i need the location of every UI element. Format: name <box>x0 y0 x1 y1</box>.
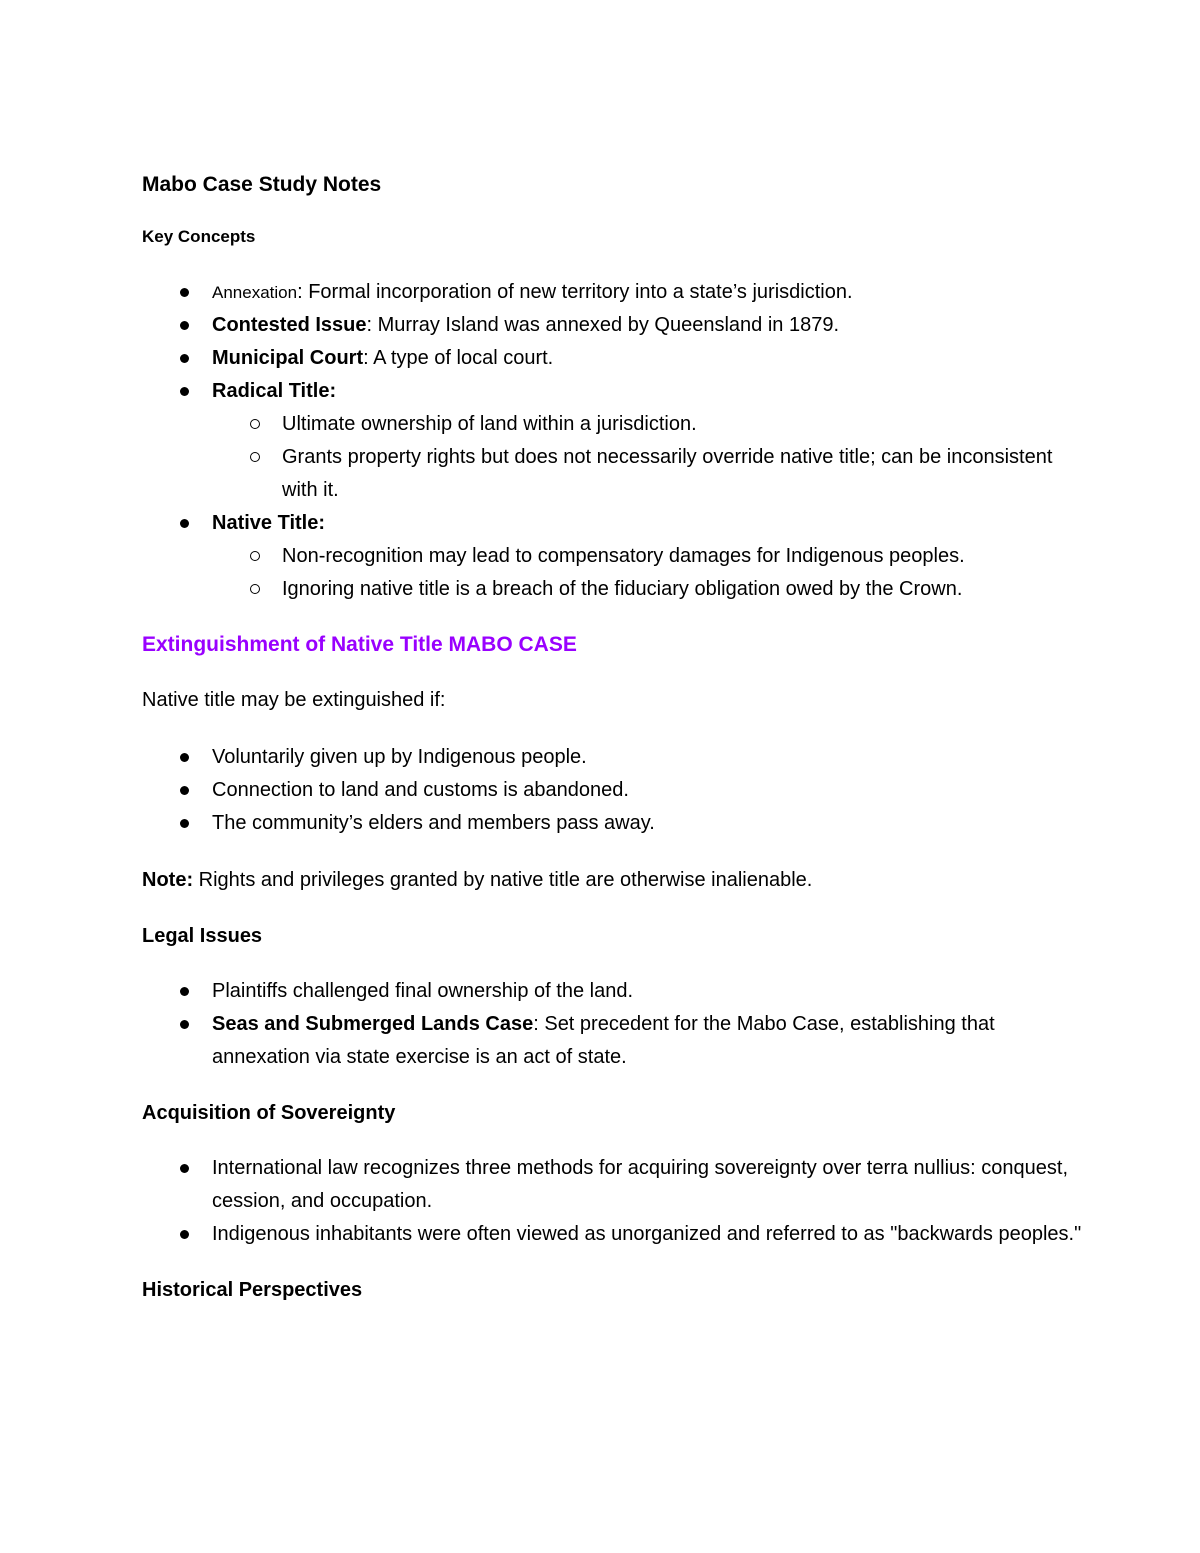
list-item: Plaintiffs challenged final ownership of the land. <box>142 975 1082 1008</box>
list-item <box>142 342 1082 375</box>
list-item: Connection to land and customs is abandoned. <box>142 774 1082 807</box>
key-concepts-heading: Key Concepts <box>142 227 256 246</box>
sublist-item: Non-recognition may lead to compensatory damages for Indigenous peoples. <box>212 540 1082 573</box>
sublist-item: Grants property rights but does not necessarily override native title; can be inconsistent with it. <box>212 441 1082 507</box>
list-item <box>142 276 1082 309</box>
sovereignty-heading: Acquisition of Sovereignty <box>142 1102 396 1124</box>
historical-heading: Historical Perspectives <box>142 1279 363 1301</box>
term-separator: : <box>366 314 378 336</box>
term-municipal-court: Municipal Court <box>212 347 364 369</box>
document-title: Mabo Case Study Notes <box>142 173 382 196</box>
list-item: The community’s elders and members pass away. <box>142 807 1082 840</box>
definition: : Set precedent for the Mabo Case, establishing that annexation via state exercise is an act of state. <box>212 1013 995 1068</box>
extinguishment-list <box>142 741 1082 840</box>
term-separator: : <box>363 347 374 369</box>
term-native-title: Native Title <box>212 512 319 534</box>
list-item <box>142 507 1082 606</box>
definition: Murray Island was annexed by Queensland in 1879. <box>377 314 840 336</box>
term-separator: : <box>329 380 337 402</box>
legal-issues-list <box>142 975 1082 1074</box>
term-radical-title: Radical Title <box>212 380 330 402</box>
sublist <box>212 408 1082 507</box>
list-item <box>142 375 1082 507</box>
key-concepts-list <box>142 276 1082 606</box>
sublist-item: Ultimate ownership of land within a jurisdiction. <box>212 408 1082 441</box>
note-text: Rights and privileges granted by native title are otherwise inalienable. <box>193 869 813 891</box>
document-content <box>142 168 1082 1307</box>
list-item: International law recognizes three methods for acquiring sovereignty over terra nullius: conquest, cession, and occupation. <box>142 1152 1082 1218</box>
legal-issues-heading: Legal Issues <box>142 925 263 947</box>
extinguishment-intro: Native title may be extinguished if: <box>142 689 446 711</box>
term-contested-issue: Contested Issue <box>212 314 367 336</box>
definition: Formal incorporation of new territory into a state’s jurisdiction. <box>308 281 853 303</box>
term-separator: : <box>297 281 309 303</box>
list-item: Indigenous inhabitants were often viewed as unorganized and referred to as "backwards peoples." <box>142 1218 1082 1251</box>
term-separator: : <box>318 512 326 534</box>
extinguishment-heading: Extinguishment of Native Title MABO CASE <box>142 633 577 656</box>
list-item: Voluntarily given up by Indigenous people. <box>142 741 1082 774</box>
sublist <box>212 540 1082 606</box>
sublist-item: Ignoring native title is a breach of the fiduciary obligation owed by the Crown. <box>212 573 1082 606</box>
term-annexation: Annexation <box>212 283 298 302</box>
sovereignty-list <box>142 1152 1082 1251</box>
definition: A type of local court. <box>373 347 554 369</box>
list-item <box>142 309 1082 342</box>
note-paragraph <box>142 864 1082 897</box>
term-seas-submerged-lands: Seas and Submerged Lands Case <box>212 1013 534 1035</box>
list-item <box>142 1008 1082 1074</box>
note-label: Note: <box>142 869 194 891</box>
